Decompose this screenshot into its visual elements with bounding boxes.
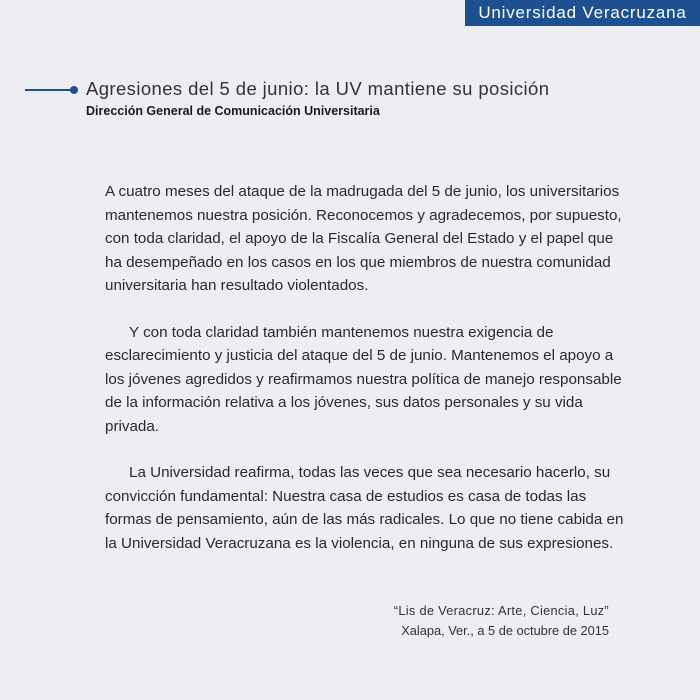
article-title: Agresiones del 5 de junio: la UV mantiene su posición: [86, 78, 550, 99]
closing-block: [394, 601, 609, 641]
paragraph-2: Y con toda claridad también mantenemos nuestra exigencia de esclarecimiento y justicia del ataque del 5 de junio. Mantenemos el apoyo a los jóvenes agredidos y reafirmamos nuestra política de manejo responsable de la información relativa a los jóvenes, sus datos personales y su vida privada.: [105, 323, 622, 435]
motto: “Lis de Veracruz: Arte, Ciencia, Luz”: [393, 603, 609, 618]
title-rule-line: [25, 89, 73, 91]
paragraph-3: La Universidad reafirma, todas las veces que sea necesario hacerlo, su convicción fundamental: Nuestra casa de estudios es casa de todas las formas de pensamiento, aún de las más radicales. Lo que no tiene cabida en la Universidad Veracruzana es la violencia, en ninguna de sus expresiones.: [105, 464, 624, 552]
place-date: Xalapa, Ver., a 5 de octubre de 2015: [401, 623, 609, 638]
article-body: [105, 180, 625, 578]
paragraph-1: A cuatro meses del ataque de la madrugada del 5 de junio, los universitarios mantenemos nuestra posición. Reconocemos y agradecemos, por supuesto, con toda claridad, el apoyo de la Fiscalía General del Estado y el papel que ha desempeñado en los casos en los que miembros de nuestra comunidad universitaria han resultado violentados.: [105, 183, 622, 294]
article-author: Dirección General de Comunicación Universitaria: [86, 104, 380, 118]
title-bullet-dot: [70, 86, 78, 94]
university-banner: Universidad Veracruzana: [465, 0, 700, 26]
